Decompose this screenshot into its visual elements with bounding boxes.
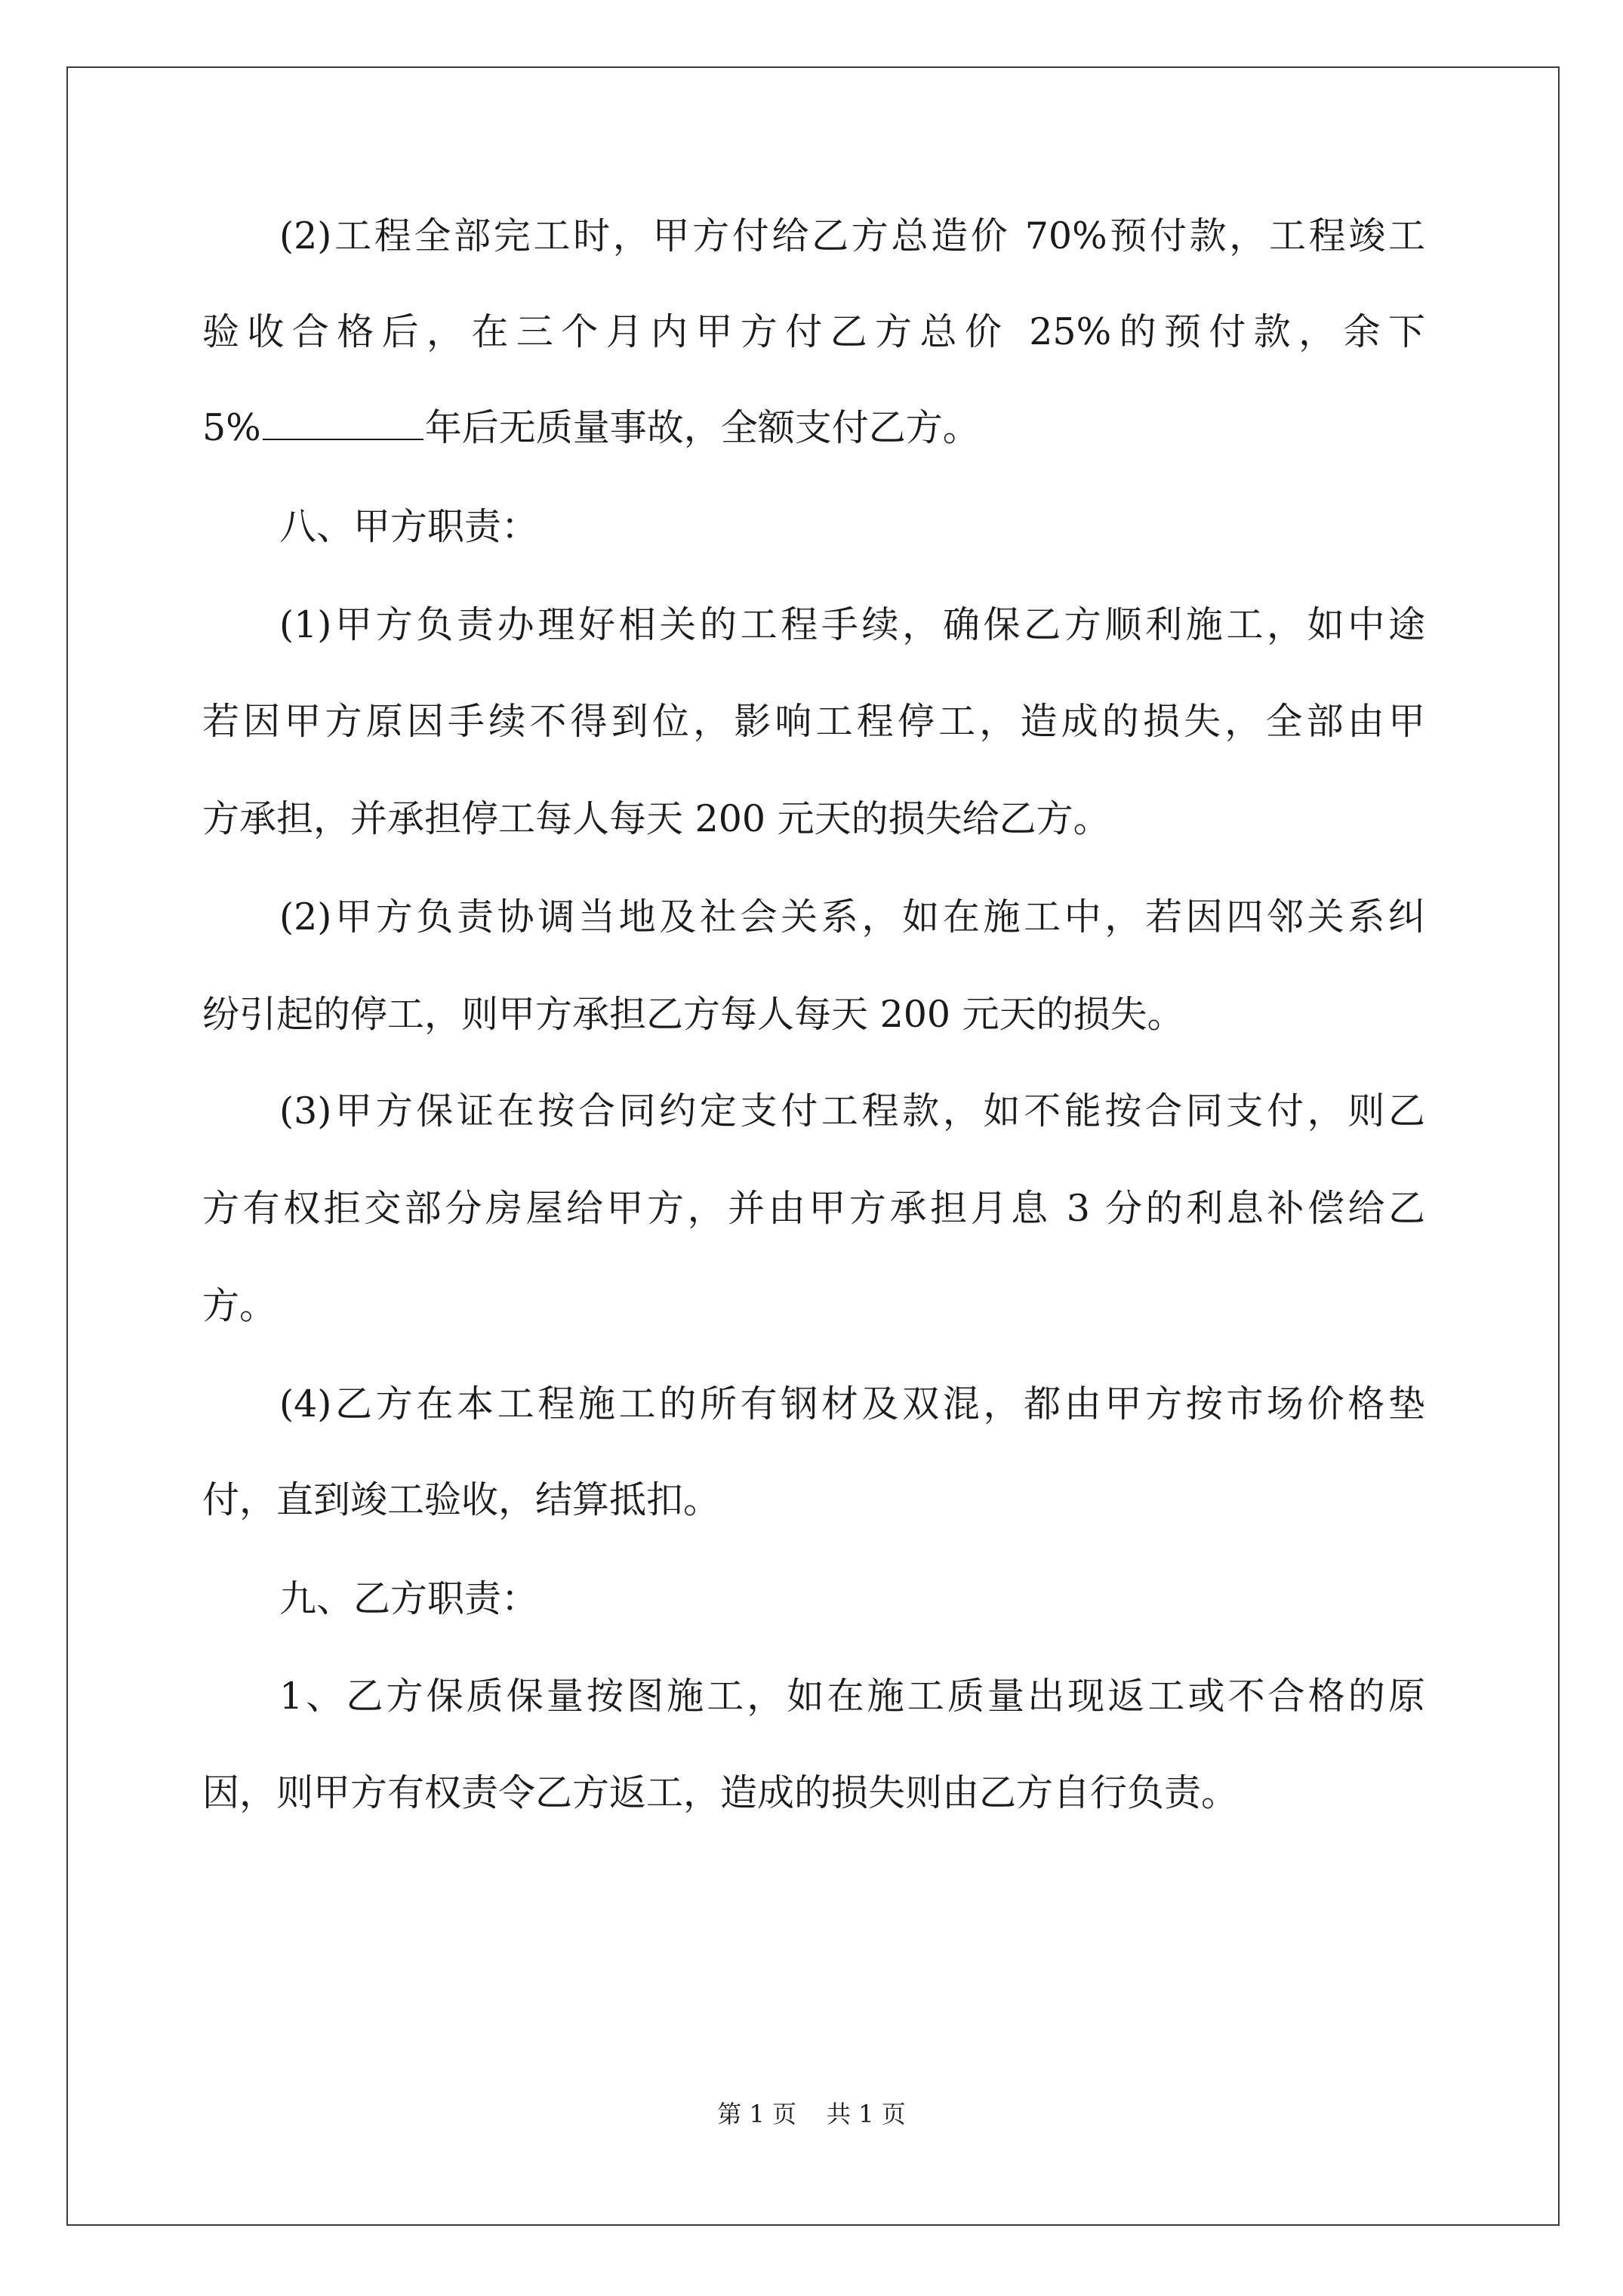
fill-in-blank xyxy=(263,405,423,440)
section-heading-9: 九、乙方职责： xyxy=(279,1577,539,1620)
page-footer xyxy=(0,2099,1623,2129)
p4-line-1: (3)甲方保证在按合同约定支付工程款，如不能按合同支付，则乙 xyxy=(279,1089,1425,1133)
p1-line-1: (2)工程全部完工时，甲方付给乙方总造价 70%预付款，工程竣工 xyxy=(279,214,1425,257)
p3-line-2: 纷引起的停工，则甲方承担乙方每人每天 200 元天的损失。 xyxy=(202,993,1184,1036)
p1-line-3 xyxy=(202,405,980,451)
p3-line-1: (2)甲方负责协调当地及社会关系，如在施工中，若因四邻关系纠 xyxy=(279,895,1425,938)
p4-line-2: 方有权拒交部分房屋给甲方，并由甲方承担月息 3 分的利息补偿给乙 xyxy=(202,1187,1425,1230)
p2-line-2: 若因甲方原因手续不得到位，影响工程停工，造成的损失，全部由甲 xyxy=(202,700,1425,743)
page-border xyxy=(66,66,1560,2226)
p1-line-2: 验收合格后，在三个月内甲方付乙方总价 25%的预付款，余下 xyxy=(202,310,1425,353)
p1-line-3-suffix: 年后无质量事故，全额支付乙方。 xyxy=(424,406,980,449)
section-heading-8: 八、甲方职责： xyxy=(279,505,539,548)
page-number-current: 第 1 页 xyxy=(717,2100,796,2128)
p6-line-1: 1、乙方保质保量按图施工，如在施工质量出现返工或不合格的原 xyxy=(279,1675,1425,1718)
page-number-total: 共 1 页 xyxy=(827,2100,906,2128)
p6-line-2: 因，则甲方有权责令乙方返工，造成的损失则由乙方自行负责。 xyxy=(202,1771,1239,1814)
p5-line-1: (4)乙方在本工程施工的所有钢材及双混，都由甲方按市场价格垫 xyxy=(279,1382,1425,1425)
p1-line-3-prefix: 5% xyxy=(202,406,261,449)
p4-line-3: 方。 xyxy=(202,1284,277,1327)
p5-line-2: 付，直到竣工验收，结算抵扣。 xyxy=(202,1478,721,1521)
p2-line-1: (1)甲方负责办理好相关的工程手续，确保乙方顺利施工，如中途 xyxy=(279,603,1425,646)
p2-line-3: 方承担，并承担停工每人每天 200 元天的损失给乙方。 xyxy=(202,797,1110,840)
